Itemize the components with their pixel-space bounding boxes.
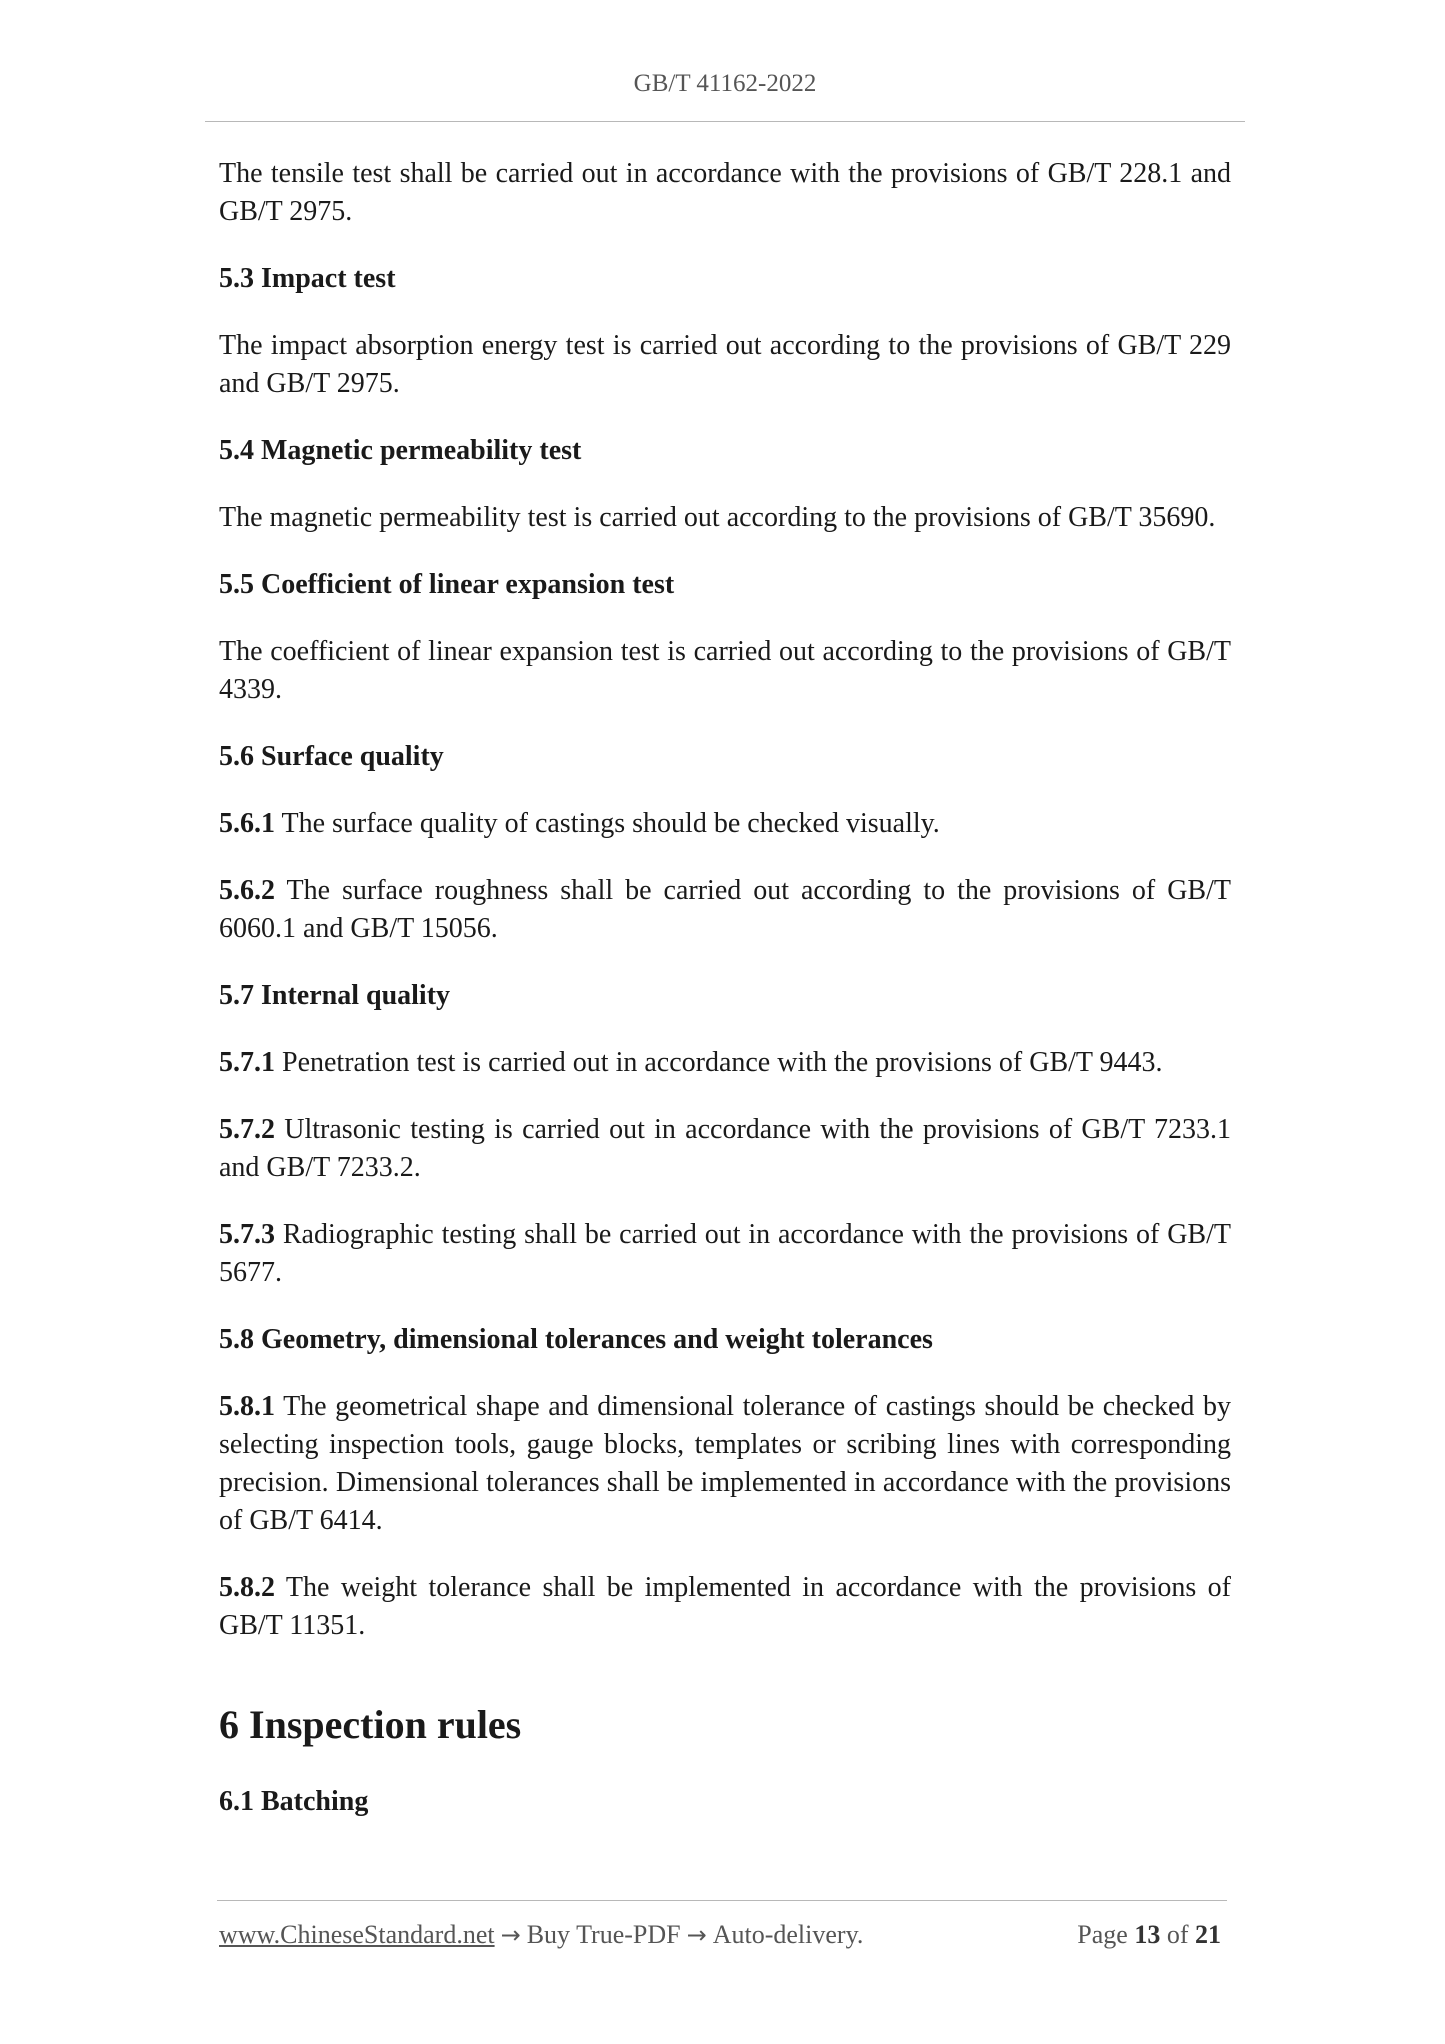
total-pages: 21 [1195, 1920, 1221, 1949]
arrow-right-icon: → [500, 1921, 521, 1949]
section-heading-5-5: 5.5 Coefficient of linear expansion test [219, 569, 675, 600]
clause-5-6-1: 5.6.1 The surface quality of castings should be checked visually. [219, 808, 940, 839]
section-heading-5-3: 5.3 Impact test [219, 263, 396, 294]
website-link[interactable]: www.ChineseStandard.net [219, 1920, 495, 1949]
clause-number: 5.6.1 [219, 808, 275, 839]
clause-5-8-1: 5.8.1 The geometrical shape and dimensional tolerance of castings should be checked by selecting inspection tools, gauge blocks, templates or scribing lines with corresponding precision. Dimensional tolerances shall be implemented in accordance with the provisions of GB/T 6414. [219, 1391, 1231, 1536]
buy-true-pdf-text: Buy True-PDF [526, 1920, 681, 1949]
clause-5-8-2: 5.8.2 The weight tolerance shall be implemented in accordance with the provisions of GB/T 11351. [219, 1572, 1231, 1641]
section-heading-5-7: 5.7 Internal quality [219, 980, 451, 1011]
header-divider [205, 121, 1245, 122]
clause-5-7-1: 5.7.1 Penetration test is carried out in accordance with the provisions of GB/T 9443. [219, 1047, 1163, 1078]
footer-promo [219, 1920, 863, 1950]
clause-5-6-2: 5.6.2 The surface roughness shall be carried out according to the provisions of GB/T 6060.1 and GB/T 15056. [219, 875, 1231, 944]
clause-number: 5.7.3 [219, 1219, 275, 1250]
current-page: 13 [1134, 1920, 1161, 1949]
auto-delivery-text: Auto-delivery. [712, 1920, 864, 1949]
body-paragraph: The magnetic permeability test is carried out according to the provisions of GB/T 35690. [219, 502, 1216, 533]
chapter-heading-6: 6 Inspection rules [219, 1702, 522, 1747]
clause-5-7-2: 5.7.2 Ultrasonic testing is carried out in accordance with the provisions of GB/T 7233.1 and GB/T 7233.2. [219, 1114, 1231, 1183]
section-heading-5-4: 5.4 Magnetic permeability test [219, 435, 582, 466]
clause-number: 5.7.1 [219, 1047, 275, 1078]
section-heading-6-1: 6.1 Batching [219, 1786, 369, 1817]
clause-number: 5.6.2 [219, 875, 275, 906]
document-body [219, 155, 1231, 1850]
body-paragraph: The coefficient of linear expansion test is carried out according to the provisions of GB/T 4339. [219, 636, 1231, 705]
footer-divider [217, 1900, 1227, 1901]
section-heading-5-6: 5.6 Surface quality [219, 741, 444, 772]
page-label: Page [1077, 1920, 1128, 1949]
clause-5-7-3: 5.7.3 Radiographic testing shall be carried out in accordance with the provisions of GB/T 5677. [219, 1219, 1231, 1288]
of-label: of [1166, 1920, 1189, 1949]
document-header: GB/T 41162-2022 [633, 70, 817, 97]
body-paragraph: The impact absorption energy test is carried out according to the provisions of GB/T 229 and GB/T 2975. [219, 330, 1231, 399]
clause-number: 5.7.2 [219, 1114, 275, 1145]
body-paragraph: The tensile test shall be carried out in accordance with the provisions of GB/T 228.1 and GB/T 2975. [219, 158, 1231, 227]
clause-number: 5.8.1 [219, 1391, 275, 1422]
clause-number: 5.8.2 [219, 1572, 275, 1603]
section-heading-5-8: 5.8 Geometry, dimensional tolerances and weight tolerances [219, 1324, 933, 1355]
page-number [1077, 1920, 1221, 1950]
arrow-right-icon: → [686, 1921, 707, 1949]
